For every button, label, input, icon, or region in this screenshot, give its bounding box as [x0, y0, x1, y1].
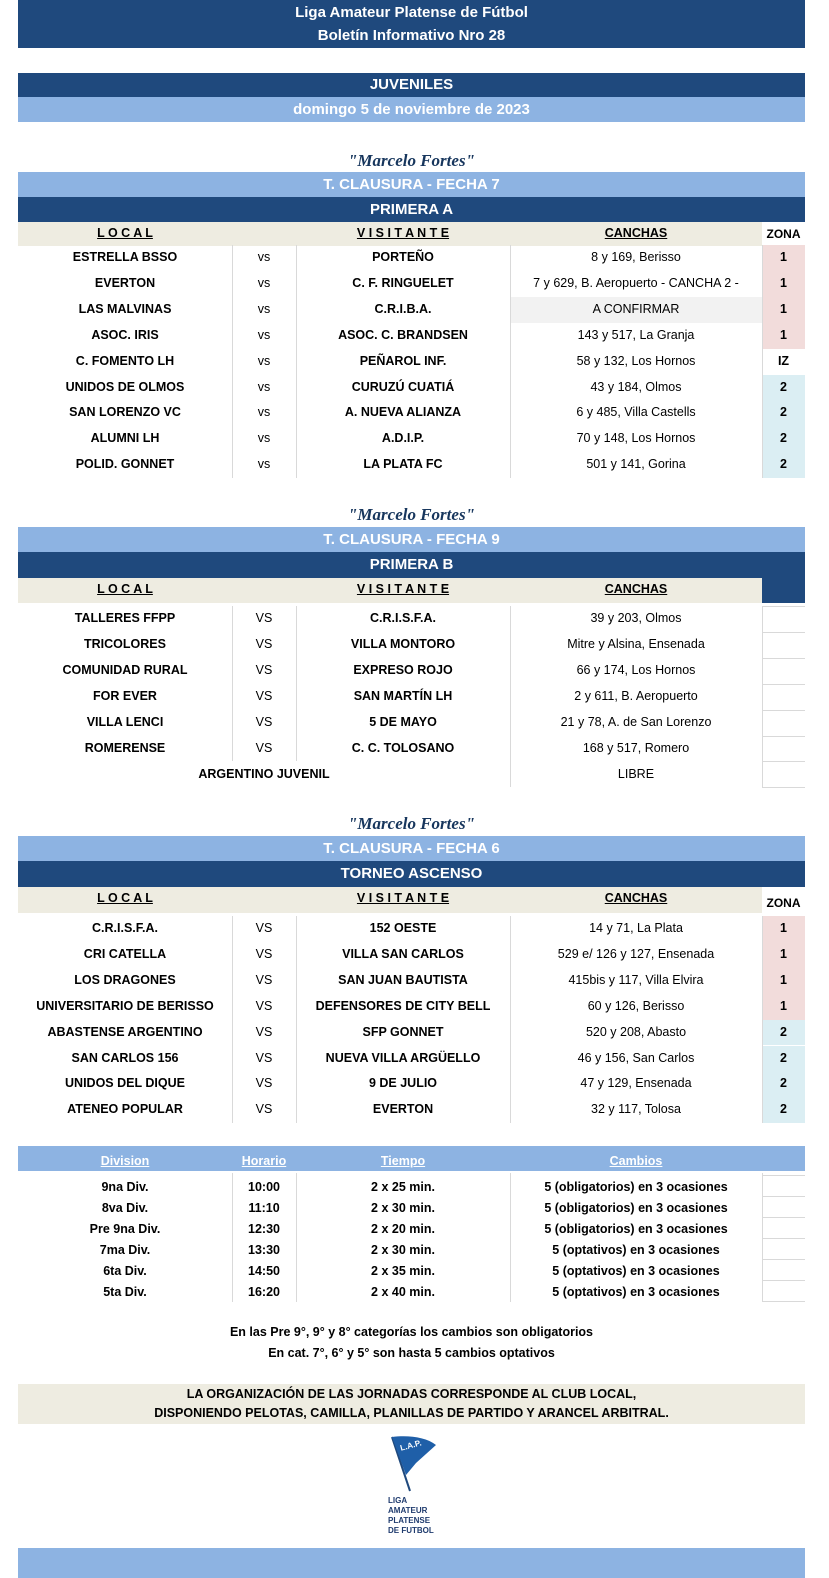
logo-flag-text: L.A.P.	[399, 1438, 423, 1453]
field-location: 6 y 485, Villa Castells	[576, 405, 696, 420]
times-division: 6ta Div.	[103, 1264, 147, 1278]
match-row	[18, 1097, 805, 1123]
match-row	[18, 710, 805, 736]
column-divider	[296, 1173, 297, 1302]
field-location: 168 y 517, Romero	[582, 740, 690, 755]
local-team: UNIDOS DEL DIQUE	[65, 1076, 185, 1091]
times-division: 8va Div.	[101, 1201, 149, 1215]
vs-label: VS	[255, 688, 273, 703]
times-row	[18, 1240, 805, 1261]
times-tiempo: 2 x 25 min.	[371, 1180, 435, 1194]
times-row	[18, 1219, 805, 1240]
zona-cell: 2	[762, 452, 805, 478]
visiting-team: EVERTON	[372, 1102, 434, 1117]
vs-label: VS	[255, 714, 273, 729]
match-row	[18, 606, 805, 632]
field-location: 47 y 129, Ensenada	[580, 1076, 692, 1091]
libre-label: LIBRE	[617, 767, 655, 781]
local-team: LOS DRAGONES	[74, 972, 176, 987]
local-team: SAN CARLOS 156	[71, 1050, 179, 1065]
field-location: 14 y 71, La Plata	[589, 921, 683, 935]
match-date-text: domingo 5 de noviembre de 2023	[293, 101, 530, 118]
zona-cell: 2	[762, 1071, 805, 1097]
match-row	[18, 1071, 805, 1097]
visiting-team: VILLA MONTORO	[350, 636, 456, 651]
zona-cell: 1	[762, 968, 805, 994]
times-cambios: 5 (obligatorios) en 3 ocasiones	[544, 1180, 728, 1194]
field-location: 66 y 174, Los Hornos	[576, 662, 696, 677]
column-divider	[762, 916, 763, 1123]
times-cambios: 5 (optativos) en 3 ocasiones	[552, 1243, 720, 1257]
match-row	[18, 400, 805, 426]
col-local: L O C A L	[97, 226, 153, 240]
col-visitante: V I S I T A N T E	[356, 226, 450, 240]
local-team: TALLERES FFPP	[74, 611, 176, 625]
visiting-team: C. C. TOLOSANO	[351, 740, 455, 755]
field-location: Mitre y Alsina, Ensenada	[567, 636, 705, 651]
local-team: LAS MALVINAS	[78, 301, 172, 316]
local-team: FOR EVER	[93, 688, 157, 703]
vs-label: VS	[255, 1050, 273, 1065]
match-row	[18, 736, 805, 762]
footer-bar	[18, 1548, 805, 1578]
zona-header-blank	[762, 578, 805, 603]
row-divider	[762, 787, 805, 788]
times-col-horario: Horario	[241, 1154, 287, 1168]
local-team: COMUNIDAD RURAL	[62, 662, 188, 677]
match-row	[18, 271, 805, 297]
league-name: Liga Amateur Platense de Fútbol	[295, 4, 528, 21]
times-tiempo: 2 x 35 min.	[371, 1264, 435, 1278]
column-divider	[296, 916, 297, 1123]
division-banner: TORNEO ASCENSO	[18, 861, 805, 887]
local-team: ATENEO POPULAR	[67, 1102, 183, 1117]
times-division: 5ta Div.	[103, 1285, 147, 1299]
times-tiempo: 2 x 30 min.	[371, 1201, 435, 1215]
vs-label: VS	[255, 740, 273, 755]
fecha-banner: T. CLAUSURA - FECHA 9	[18, 527, 805, 552]
vs-label: VS	[255, 611, 273, 625]
visiting-team: C. F. RINGUELET	[352, 275, 454, 290]
col-zona: ZONA	[766, 896, 801, 910]
field-location: 7 y 629, B. Aeropuerto - CANCHA 2 -	[533, 275, 739, 290]
local-team: ALUMNI LH	[90, 431, 160, 446]
field-location: A CONFIRMAR	[510, 297, 762, 323]
column-divider	[510, 606, 511, 761]
local-team: TRICOLORES	[84, 636, 166, 651]
col-canchas: CANCHAS	[604, 226, 668, 240]
zona-cell: 2	[762, 426, 805, 452]
row-divider	[762, 1301, 805, 1302]
vs-label: vs	[257, 379, 271, 394]
vs-label: vs	[257, 353, 271, 368]
match-row	[18, 942, 805, 968]
tournament-subtitle: "Marcelo Fortes"	[347, 505, 475, 524]
match-row	[18, 245, 805, 271]
bulletin-header	[18, 0, 805, 48]
field-location: 58 y 132, Los Hornos	[576, 353, 696, 368]
times-horario: 10:00	[248, 1180, 280, 1194]
local-team: ASOC. IRIS	[91, 327, 159, 342]
vs-label: VS	[255, 1076, 273, 1091]
column-divider	[232, 245, 233, 478]
zona-cell: IZ	[777, 353, 790, 368]
vs-label: VS	[255, 972, 273, 987]
match-row	[18, 426, 805, 452]
visiting-team: 5 DE MAYO	[369, 714, 437, 729]
visiting-team: 152 OESTE	[369, 921, 437, 935]
rules-note-1: En las Pre 9°, 9° y 8° categorías los cambios son obligatorios	[229, 1325, 594, 1339]
times-row	[18, 1282, 805, 1303]
match-row	[18, 632, 805, 658]
column-divider	[232, 606, 233, 761]
logo-line: DE FUTBOL	[388, 1526, 434, 1535]
match-row	[18, 349, 805, 375]
zona-cell: 2	[762, 400, 805, 426]
column-divider	[510, 1173, 511, 1302]
times-col-cambios: Cambios	[609, 1154, 663, 1168]
col-visitante: V I S I T A N T E	[356, 891, 450, 905]
organization-line-2: DISPONIENDO PELOTAS, CAMILLA, PLANILLAS DE PARTIDO Y ARANCEL ARBITRAL.	[154, 1406, 669, 1420]
libre-row	[18, 761, 805, 787]
zona-cell: 1	[762, 994, 805, 1020]
times-horario: 12:30	[248, 1222, 280, 1236]
column-header-row	[18, 222, 762, 246]
column-header-row	[18, 578, 762, 603]
times-col-tiempo: Tiempo	[380, 1154, 426, 1168]
visiting-team: EXPRESO ROJO	[353, 662, 453, 677]
times-cambios: 5 (obligatorios) en 3 ocasiones	[544, 1201, 728, 1215]
local-team: EVERTON	[94, 275, 156, 290]
match-row	[18, 375, 805, 401]
vs-label: VS	[255, 998, 273, 1013]
times-horario: 16:20	[248, 1285, 280, 1299]
times-row	[18, 1261, 805, 1282]
visiting-team: SAN MARTÍN LH	[353, 688, 453, 703]
col-canchas: CANCHAS	[604, 582, 668, 596]
times-col-division: Division	[100, 1154, 150, 1168]
vs-label: vs	[257, 275, 271, 290]
zona-cell: 1	[762, 297, 805, 323]
match-row	[18, 994, 805, 1020]
field-location: 501 y 141, Gorina	[586, 457, 686, 472]
times-horario: 13:30	[248, 1243, 280, 1257]
field-location: 46 y 156, San Carlos	[577, 1050, 695, 1065]
row-divider	[762, 606, 805, 607]
vs-label: vs	[257, 250, 271, 264]
visiting-team: ASOC. C. BRANDSEN	[338, 327, 468, 342]
local-team: C.R.I.S.F.A.	[92, 921, 158, 935]
local-team: UNIVERSITARIO DE BERISSO	[36, 998, 214, 1013]
times-cambios: 5 (obligatorios) en 3 ocasiones	[544, 1222, 728, 1236]
organization-box	[18, 1384, 805, 1424]
local-team: VILLA LENCI	[86, 714, 164, 729]
field-location: 70 y 148, Los Hornos	[576, 431, 696, 446]
field-location: 39 y 203, Olmos	[590, 611, 682, 625]
vs-label: vs	[257, 301, 271, 316]
column-divider	[296, 245, 297, 478]
col-canchas: CANCHAS	[604, 891, 668, 905]
match-row	[18, 297, 805, 323]
logo-line: AMATEUR	[388, 1506, 428, 1515]
visiting-team: DEFENSORES DE CITY BELL	[315, 998, 491, 1013]
visiting-team: SFP GONNET	[362, 1024, 444, 1039]
row-divider	[762, 1175, 805, 1176]
local-team: UNIDOS DE OLMOS	[65, 379, 185, 394]
vs-label: vs	[257, 431, 271, 446]
vs-label: VS	[255, 946, 273, 961]
field-location: 8 y 169, Berisso	[591, 250, 681, 264]
match-row	[18, 1046, 805, 1072]
rules-note-2: En cat. 7°, 6° y 5° son hasta 5 cambios optativos	[268, 1346, 555, 1360]
col-visitante: V I S I T A N T E	[356, 582, 450, 596]
visiting-team: C.R.I.S.F.A.	[370, 611, 436, 625]
bulletin-number: Boletín Informativo Nro 28	[317, 27, 506, 44]
row-divider	[762, 1280, 805, 1281]
fecha-banner: T. CLAUSURA - FECHA 7	[18, 172, 805, 197]
visiting-team: SAN JUAN BAUTISTA	[338, 972, 468, 987]
row-divider	[762, 1217, 805, 1218]
field-location: 60 y 126, Berisso	[587, 998, 685, 1013]
column-divider	[296, 606, 297, 761]
vs-label: vs	[257, 405, 271, 420]
logo-line: PLATENSE	[388, 1516, 431, 1525]
section-title-text: JUVENILES	[369, 76, 454, 93]
visiting-team: LA PLATA FC	[363, 457, 443, 472]
times-tiempo: 2 x 30 min.	[371, 1243, 435, 1257]
visiting-team: A.D.I.P.	[381, 431, 425, 446]
field-location: 2 y 611, B. Aeropuerto	[574, 688, 698, 703]
times-row	[18, 1177, 805, 1198]
column-divider	[762, 245, 763, 478]
times-horario: 14:50	[248, 1264, 280, 1278]
row-divider	[762, 736, 805, 737]
field-location: 32 y 117, Tolosa	[591, 1102, 681, 1117]
col-local: L O C A L	[97, 582, 153, 596]
visiting-team: CURUZÚ CUATIÁ	[351, 379, 455, 394]
column-divider	[510, 916, 511, 1123]
local-team: SAN LORENZO VC	[69, 405, 181, 420]
vs-label: VS	[255, 636, 273, 651]
zona-cell: 2	[762, 1097, 805, 1123]
logo-line: LIGA	[388, 1496, 408, 1505]
local-team: C. FOMENTO LH	[75, 353, 175, 368]
zona-cell: 2	[762, 1020, 805, 1046]
times-tiempo: 2 x 40 min.	[371, 1285, 435, 1299]
visiting-team: PEÑAROL INF.	[359, 353, 447, 368]
times-header-row	[18, 1146, 805, 1171]
times-division: 7ma Div.	[99, 1243, 151, 1257]
division-banner: PRIMERA A	[18, 197, 805, 222]
match-row	[18, 323, 805, 349]
column-divider	[510, 245, 511, 478]
local-team: ROMERENSE	[84, 740, 166, 755]
local-team: CRI CATELLA	[83, 946, 167, 961]
tournament-subtitle: "Marcelo Fortes"	[347, 814, 475, 833]
field-location: 21 y 78, A. de San Lorenzo	[560, 714, 712, 729]
vs-label: vs	[257, 327, 271, 342]
local-team: POLID. GONNET	[75, 457, 175, 472]
row-divider	[762, 632, 805, 633]
row-divider	[762, 658, 805, 659]
tournament-subtitle: "Marcelo Fortes"	[347, 151, 475, 170]
zona-cell: 1	[762, 271, 805, 297]
times-cambios: 5 (optativos) en 3 ocasiones	[552, 1264, 720, 1278]
match-row	[18, 1020, 805, 1046]
column-header-row	[18, 887, 762, 913]
field-location: 43 y 184, Olmos	[590, 379, 682, 394]
field-location: 520 y 208, Abasto	[585, 1024, 687, 1039]
field-location: 415bis y 117, Villa Elvira	[568, 972, 704, 987]
vs-label: VS	[255, 921, 273, 935]
league-logo	[386, 1433, 446, 1545]
local-team: ESTRELLA BSSO	[72, 250, 178, 264]
column-divider	[232, 916, 233, 1123]
zona-cell: 2	[762, 1046, 805, 1072]
times-tiempo: 2 x 20 min.	[371, 1222, 435, 1236]
visiting-team: PORTEÑO	[372, 250, 434, 264]
match-row	[18, 684, 805, 710]
times-division: 9na Div.	[101, 1180, 149, 1194]
times-horario: 11:10	[248, 1201, 280, 1215]
column-divider	[232, 1173, 233, 1302]
vs-label: VS	[255, 662, 273, 677]
zona-cell: 2	[762, 375, 805, 401]
local-team: ABASTENSE ARGENTINO	[47, 1024, 203, 1039]
visiting-team: C.R.I.B.A.	[374, 301, 432, 316]
field-location: 143 y 517, La Granja	[577, 327, 695, 342]
row-divider	[762, 684, 805, 685]
match-row	[18, 916, 805, 942]
vs-label: VS	[255, 1024, 273, 1039]
times-cambios: 5 (optativos) en 3 ocasiones	[552, 1285, 720, 1299]
match-date	[18, 97, 805, 122]
visiting-team: NUEVA VILLA ARGÜELLO	[325, 1050, 481, 1065]
visiting-team: 9 DE JULIO	[368, 1076, 438, 1091]
logo-text	[388, 1496, 434, 1536]
zona-cell: 1	[762, 245, 805, 271]
match-row	[18, 658, 805, 684]
row-divider	[762, 710, 805, 711]
row-divider	[762, 1238, 805, 1239]
field-location: 529 e/ 126 y 127, Ensenada	[557, 946, 715, 961]
match-row	[18, 452, 805, 478]
division-banner: PRIMERA B	[18, 552, 805, 578]
match-row	[18, 968, 805, 994]
col-local: L O C A L	[97, 891, 153, 905]
row-divider	[762, 1196, 805, 1197]
libre-team: ARGENTINO JUVENIL	[198, 767, 330, 781]
vs-label: VS	[255, 1102, 273, 1117]
times-row	[18, 1198, 805, 1219]
zona-cell: 1	[762, 942, 805, 968]
row-divider	[762, 1259, 805, 1260]
vs-label: vs	[257, 457, 271, 472]
organization-line-1: LA ORGANIZACIÓN DE LAS JORNADAS CORRESPONDE AL CLUB LOCAL,	[186, 1387, 637, 1401]
visiting-team: VILLA SAN CARLOS	[342, 946, 464, 961]
fecha-banner: T. CLAUSURA - FECHA 6	[18, 836, 805, 861]
visiting-team: A. NUEVA ALIANZA	[344, 405, 462, 420]
section-title	[18, 73, 805, 97]
zona-cell: 1	[762, 916, 805, 942]
zona-cell: 1	[762, 323, 805, 349]
col-zona: ZONA	[766, 227, 801, 241]
times-division: Pre 9na Div.	[89, 1222, 161, 1236]
